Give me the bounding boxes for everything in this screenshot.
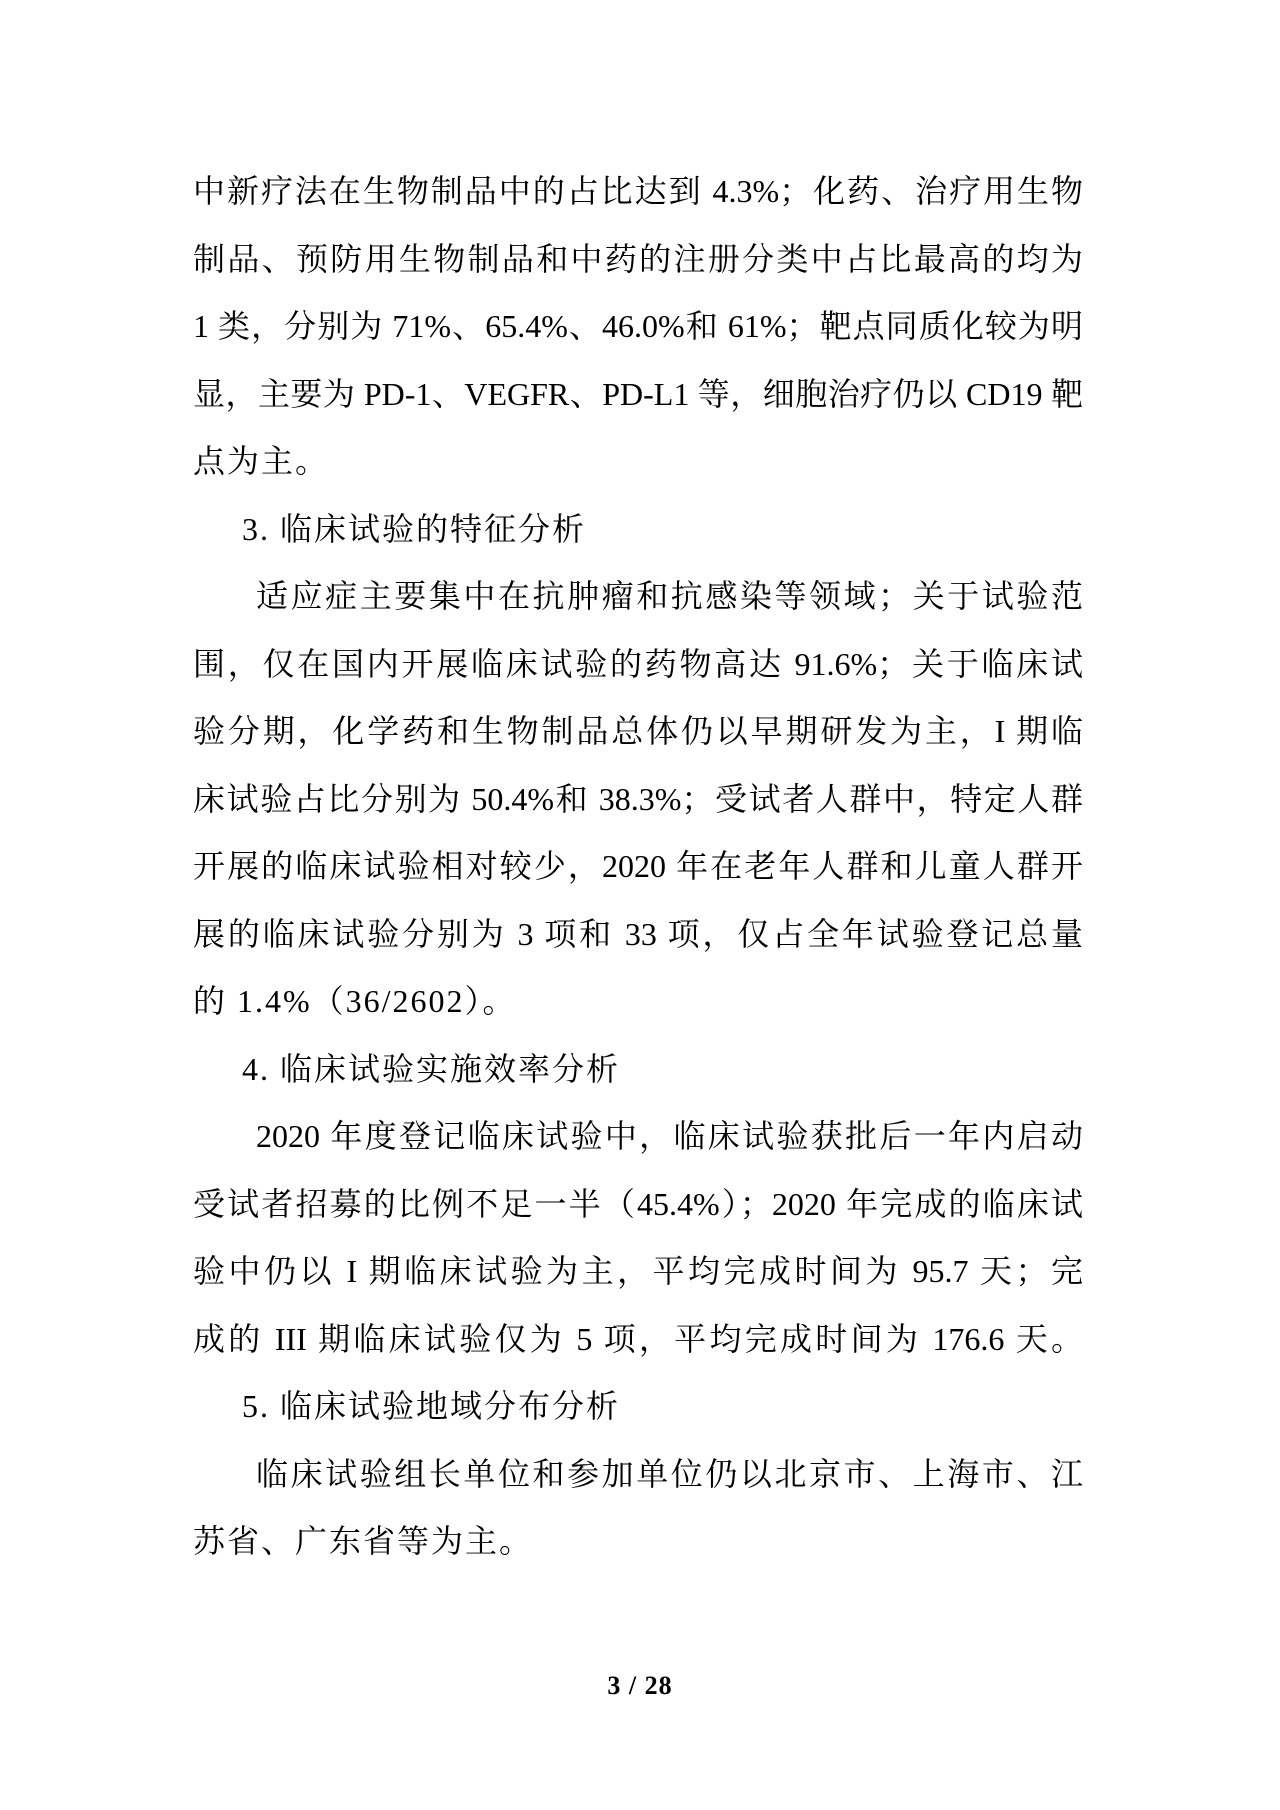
text-line: 验分期，化学药和生物制品总体仍以早期研发为主，I 期临	[193, 713, 1083, 749]
text-line: 成的 III 期临床试验仅为 5 项，平均完成时间为 176.6 天。	[193, 1320, 1083, 1357]
text-line: 点为主。	[193, 443, 330, 479]
text-line: 床试验占比分别为 50.4%和 38.3%；受试者人群中，特定人群	[193, 780, 1083, 817]
text-line: 展的临床试验分别为 3 项和 33 项，仅占全年试验登记总量	[193, 915, 1083, 952]
text-line: 的 1.4%（36/2602）。	[193, 983, 517, 1019]
section-heading: 4. 临床试验实施效率分析	[242, 1050, 621, 1087]
section-heading: 3. 临床试验的特征分析	[242, 510, 587, 547]
text-line: 制品、预防用生物制品和中药的注册分类中占比最高的均为	[193, 240, 1083, 277]
text-block	[193, 158, 1083, 1576]
page-number: 3 / 28	[607, 1671, 673, 1700]
text-line: 受试者招募的比例不足一半（45.4%）；2020 年完成的临床试	[193, 1185, 1083, 1222]
text-line: 围，仅在国内开展临床试验的药物高达 91.6%；关于临床试	[193, 645, 1083, 682]
text-line: 1 类，分别为 71%、65.4%、46.0%和 61%；靶点同质化较为明	[193, 308, 1083, 344]
text-line: 中新疗法在生物制品中的占比达到 4.3%；化药、治疗用生物	[193, 173, 1083, 209]
text-line: 适应症主要集中在抗肿瘤和抗感染等领域；关于试验范	[256, 578, 1083, 614]
text-line: 验中仍以 I 期临床试验为主，平均完成时间为 95.7 天；完	[193, 1253, 1083, 1289]
section-heading: 5. 临床试验地域分布分析	[242, 1388, 621, 1424]
text-line: 临床试验组长单位和参加单位仍以北京市、上海市、江	[256, 1455, 1083, 1492]
text-line: 苏省、广东省等为主。	[193, 1523, 534, 1559]
text-line: 开展的临床试验相对较少，2020 年在老年人群和儿童人群开	[193, 848, 1083, 884]
text-line: 显，主要为 PD-1、VEGFR、PD-L1 等，细胞治疗仍以 CD19 靶	[193, 375, 1083, 412]
text-line: 2020 年度登记临床试验中，临床试验获批后一年内启动	[256, 1118, 1083, 1154]
